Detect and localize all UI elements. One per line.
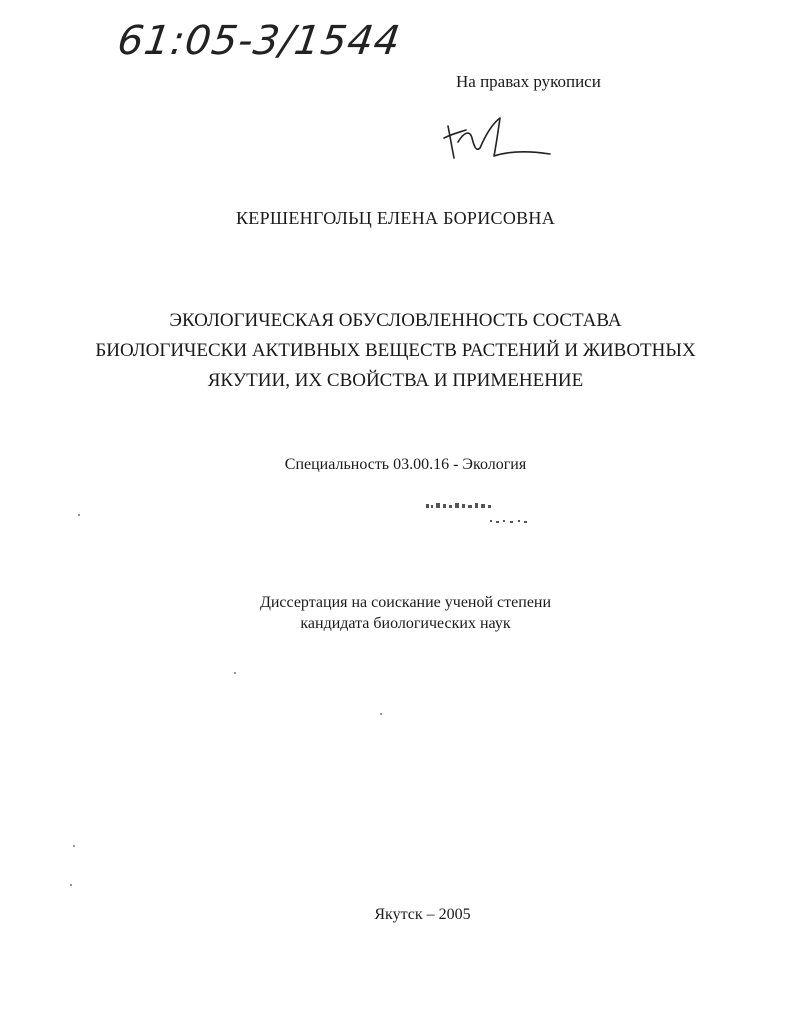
- dissertation-title: [0, 306, 791, 396]
- degree-statement: [0, 592, 791, 634]
- city-year: Якутск – 2005: [374, 906, 471, 923]
- scan-speck: [70, 884, 72, 886]
- degree-line: Диссертация на соискание ученой степени: [259, 594, 552, 611]
- catalog-number: 61:05-3/1544: [114, 18, 404, 64]
- scan-speck: [73, 845, 75, 847]
- scan-speck: [234, 672, 236, 674]
- degree-line: кандидата биологических наук: [300, 615, 511, 632]
- signature: [440, 112, 555, 172]
- title-line: БИОЛОГИЧЕСКИ АКТИВНЫХ ВЕЩЕСТВ РАСТЕНИЙ И ЖИВОТНЫХ: [95, 340, 696, 361]
- specialty: Специальность 03.00.16 - Экология: [284, 456, 527, 473]
- title-line: ЭКОЛОГИЧЕСКАЯ ОБУСЛОВЛЕННОСТЬ СОСТАВА: [169, 310, 622, 331]
- manuscript-note: На правах рукописи: [456, 72, 601, 91]
- title-line: ЯКУТИИ, ИХ СВОЙСТВА И ПРИМЕНЕНИЕ: [207, 370, 584, 391]
- author-name: КЕРШЕНГОЛЬЦ ЕЛЕНА БОРИСОВНА: [235, 208, 556, 228]
- scan-speck: [78, 514, 80, 516]
- scan-speck: [380, 713, 382, 715]
- library-stamp: [420, 496, 535, 532]
